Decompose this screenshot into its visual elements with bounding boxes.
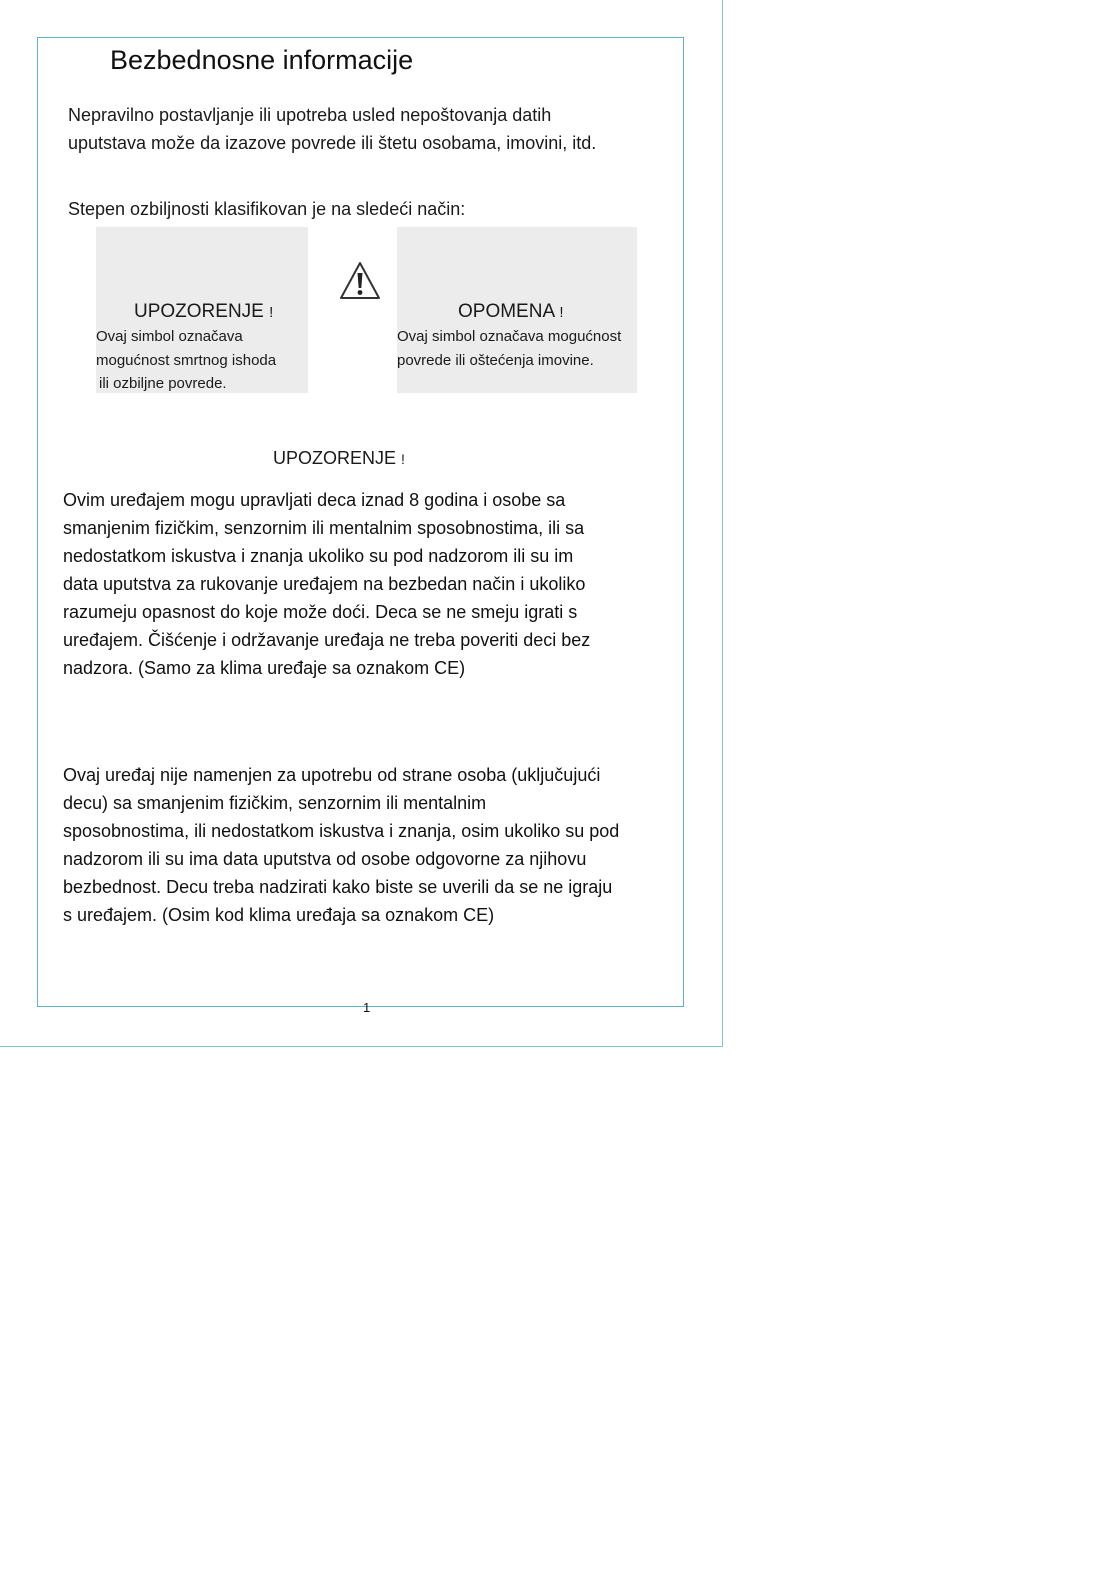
warning-triangle-icon bbox=[338, 260, 382, 302]
caution-box bbox=[397, 227, 637, 393]
paragraph-line: Ovaj uređaj nije namenjen za upotrebu od strane osoba (uključujući bbox=[63, 765, 601, 785]
intro-paragraph bbox=[68, 101, 678, 157]
paragraph-line: data uputstva za rukovanje uređajem na bezbedan način i ukoliko bbox=[63, 574, 586, 594]
paragraph-line: s uređajem. (Osim kod klima uređaja sa oznakom CE) bbox=[63, 905, 495, 925]
caution-box-text bbox=[397, 325, 621, 372]
caution-box-line: povrede ili oštećenja imovine. bbox=[397, 351, 594, 369]
page-title: Bezbednosne informacije bbox=[110, 45, 414, 75]
paragraph-line: nedostatkom iskustva i znanja ukoliko su pod nadzorom ili su im bbox=[63, 546, 574, 566]
paragraph-line: nadzorom ili su ima data uputstva od osobe odgovorne za njihovu bbox=[63, 849, 587, 869]
warning-box-line: Ovaj simbol označava bbox=[96, 328, 243, 345]
paragraph-line: Ovim uređajem mogu upravljati deca iznad 8 godina i osobe sa bbox=[63, 490, 566, 510]
warning-section-heading: UPOZORENJE ! bbox=[273, 448, 405, 468]
paragraph-line: sposobnostima, ili nedostatkom iskustva i znanja, osim ukoliko su pod bbox=[63, 821, 620, 841]
paragraph-line: smanjenim fizičkim, senzornim ili mentalnim sposobnostima, ili sa bbox=[63, 518, 585, 538]
warning-box-heading: UPOZORENJE ! bbox=[134, 301, 274, 322]
warning-box-line: ili ozbiljne povrede. bbox=[99, 375, 227, 392]
warning-paragraph-2 bbox=[63, 761, 683, 929]
page-edge-bottom bbox=[0, 1046, 723, 1047]
severity-intro: Stepen ozbiljnosti klasifikovan je na sledeći način: bbox=[68, 199, 466, 219]
warning-box-text bbox=[96, 325, 276, 396]
caution-box-heading: OPOMENA ! bbox=[458, 301, 564, 322]
paragraph-line: razumeju opasnost do koje može doći. Deca se ne smeju igrati s bbox=[63, 602, 578, 622]
paragraph-line: uređajem. Čišćenje i održavanje uređaja ne treba poveriti deci bez bbox=[63, 630, 591, 650]
page-edge-right bbox=[722, 0, 723, 1046]
page-number: 1 bbox=[363, 1000, 371, 1015]
caution-box-line: Ovaj simbol označava mogućnost bbox=[397, 328, 622, 345]
intro-line: Nepravilno postavljanje ili upotreba usled nepoštovanja datih bbox=[68, 105, 552, 125]
warning-paragraph-1 bbox=[63, 486, 683, 682]
warning-box-line: mogućnost smrtnog ishoda bbox=[96, 351, 277, 369]
warning-box bbox=[96, 227, 308, 393]
intro-line: uputstava može da izazove povrede ili štetu osobama, imovini, itd. bbox=[68, 133, 597, 153]
paragraph-line: bezbednost. Decu treba nadzirati kako biste se uverili da se ne igraju bbox=[63, 877, 613, 897]
paragraph-line: decu) sa smanjenim fizičkim, senzornim ili mentalnim bbox=[63, 793, 487, 813]
paragraph-line: nadzora. (Samo za klima uređaje sa oznakom CE) bbox=[63, 658, 466, 678]
